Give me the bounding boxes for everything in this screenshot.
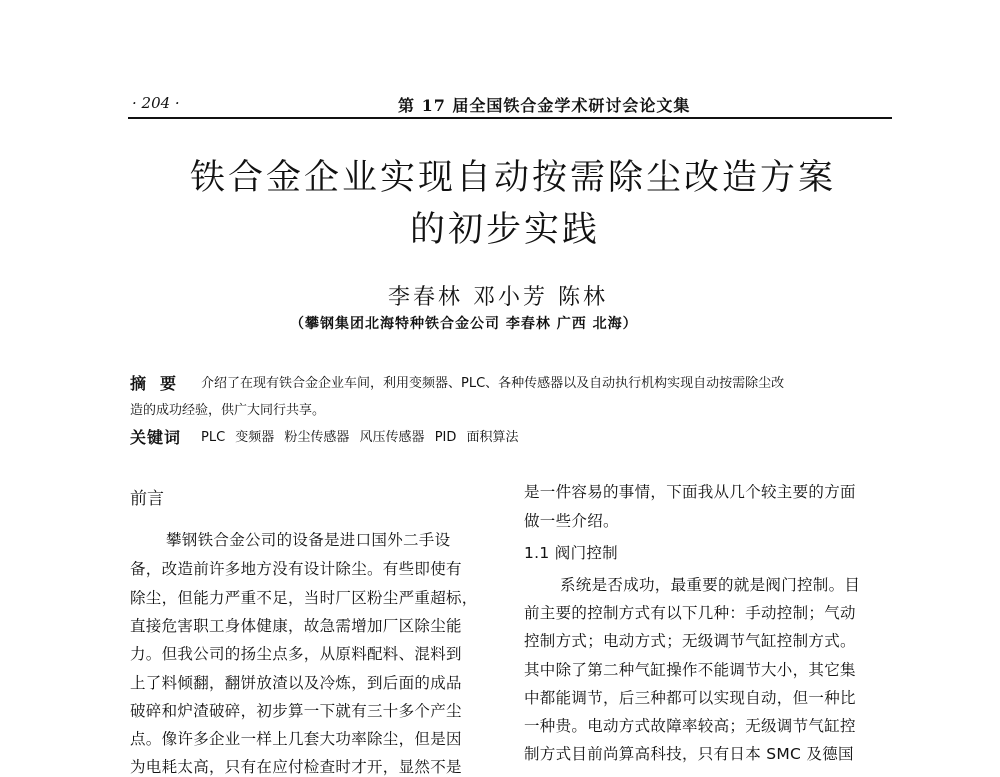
paper-title-line-1: 铁合金企业实现自动按需除尘改造方案 bbox=[190, 158, 837, 198]
keywords-label: 关键词 bbox=[130, 428, 182, 447]
running-header: 第 17 届全国铁合金学术研讨会论文集 bbox=[398, 96, 691, 115]
abstract-text-line-2: 造的成功经验，供广大同行共享。 bbox=[130, 403, 326, 418]
body-line: 攀钢铁合金公司的设备是进口国外二手设 bbox=[166, 531, 451, 549]
body-line: 做一些介绍。 bbox=[524, 512, 619, 530]
body-line: 其中除了第二种气缸操作不能调节大小，其它集 bbox=[524, 661, 856, 679]
body-line: 除尘，但能力严重不足，当时厂区粉尘严重超标， bbox=[130, 589, 478, 607]
page-number: · 204 · bbox=[132, 94, 180, 112]
abstract-label: 摘要 bbox=[130, 374, 191, 393]
abstract-text-line-1: 介绍了在现有铁合金企业车间，利用变频器、PLC、各种传感器以及自动执行机构实现自动按需除尘改 bbox=[201, 376, 785, 391]
body-line: 前主要的控制方式有以下几种：手动控制；气动 bbox=[524, 604, 856, 622]
body-line: 一种贵。电动方式故障率较高；无级调节气缸控 bbox=[524, 717, 856, 735]
body-line: 系统是否成功，最重要的就是阀门控制。目 bbox=[560, 576, 861, 594]
authors: 李春林 邓小芳 陈林 bbox=[388, 285, 608, 310]
body-line: 制方式目前尚算高科技，只有日本 SMC 及德国 bbox=[524, 745, 854, 763]
body-line: 上了料倾翻，翻饼放渣以及冷炼，到后面的成品 bbox=[130, 674, 462, 692]
body-line: 破碎和炉渣破碎，初步算一下就有三十多个产尘 bbox=[130, 702, 462, 720]
section-heading-valve-control: 1.1 阀门控制 bbox=[524, 544, 618, 562]
body-line: 为电耗太高，只有在应付检查时才开，显然不是 bbox=[130, 758, 462, 776]
paper-title-line-2: 的初步实践 bbox=[410, 210, 601, 250]
right-column-body bbox=[524, 480, 894, 763]
body-line: 中都能调节，后三种都可以实现自动，但一种比 bbox=[524, 689, 856, 707]
body-line: 点。像许多企业一样上几套大功率除尘，但是因 bbox=[130, 730, 462, 748]
header-rule bbox=[128, 117, 892, 119]
affiliation: （攀钢集团北海特种铁合金公司 李春林 广西 北海） bbox=[290, 316, 638, 332]
body-line: 是一件容易的事情，下面我从几个较主要的方面 bbox=[524, 483, 856, 501]
body-line: 直接危害职工身体健康，故急需增加厂区除尘能 bbox=[130, 617, 462, 635]
left-column-body bbox=[130, 528, 500, 776]
body-line: 力。但我公司的扬尘点多，从原料配料、混料到 bbox=[130, 645, 462, 663]
keywords-text: PLC 变频器 粉尘传感器 风压传感器 PID 面积算法 bbox=[201, 430, 519, 445]
body-line: 控制方式；电动方式；无级调节气缸控制方式。 bbox=[524, 632, 856, 650]
body-line: 备，改造前许多地方没有设计除尘。有些即使有 bbox=[130, 560, 462, 578]
section-heading-preface: 前言 bbox=[130, 489, 164, 509]
